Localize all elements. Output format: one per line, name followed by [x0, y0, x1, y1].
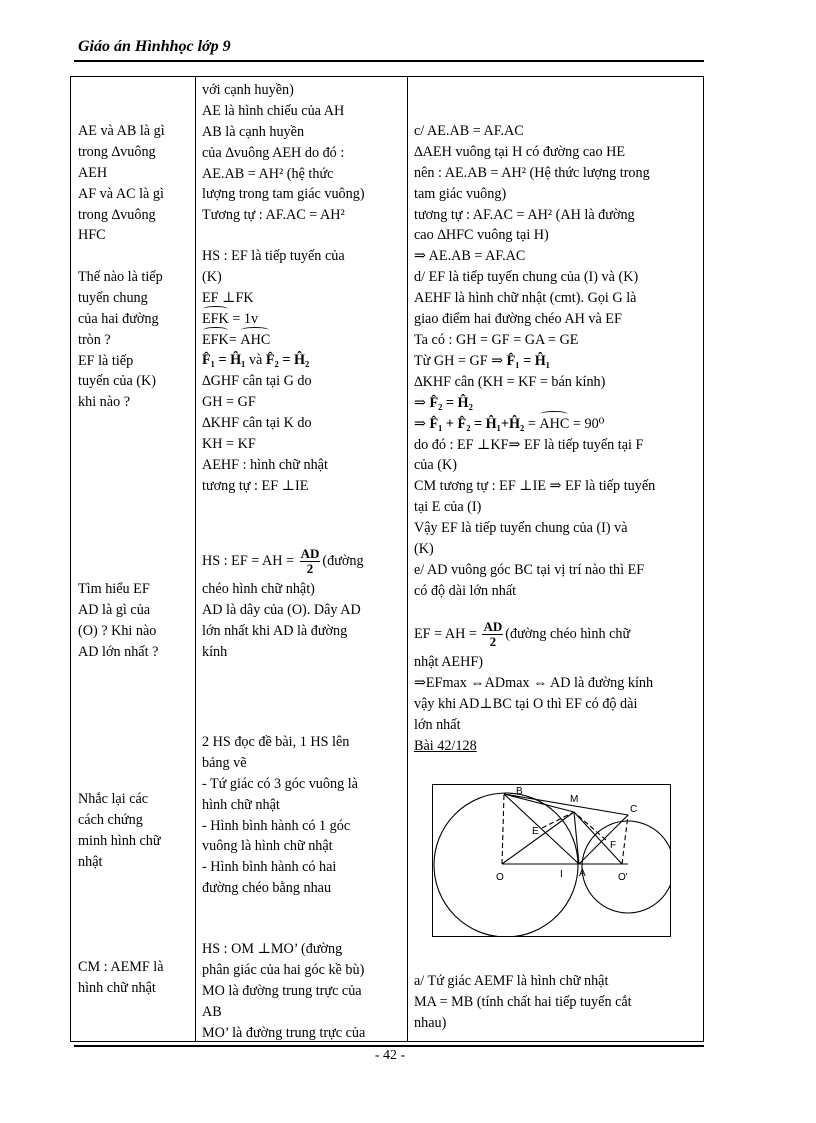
- text-line: minh hình chữ: [78, 832, 161, 849]
- text-line: ⇒ AE.AB = AF.AC: [414, 248, 526, 265]
- col1-block-2: [78, 267, 163, 413]
- text-line: trong ∆vuông: [78, 143, 156, 160]
- text-line: bảng vẽ: [202, 754, 247, 771]
- text-line: AB: [202, 1003, 222, 1020]
- text-line: c/ AE.AB = AF.AC: [414, 123, 524, 139]
- footer-rule: [74, 1045, 704, 1047]
- arc-ahc: AHC: [539, 414, 569, 435]
- text-line: trong ∆vuông: [78, 206, 156, 223]
- text-line: tuyến chung: [78, 289, 148, 306]
- text-line: AE.AB = AH² (hệ thức: [202, 165, 334, 182]
- header-rule: [74, 60, 704, 62]
- label-c: C: [630, 804, 638, 815]
- col3-block-2: Từ GH = GF ⇒ F̂₁ = Ĥ₁ ∆KHF cân (KH = KF = bán kính) ⇒ F̂₂ = Ĥ₂ ⇒ F̂₁ + F̂₂ = Ĥ₁+Ĥ₂ = AHC = 90⁰ do đó : EF ⊥KF⇒ EF là tiếp tuyến tại F của (K) CM tương tự : EF ⊥IE ⇒ EF là tiếp tuyến tại E của (I) Vậy EF là tiếp tuyến chung của (I) và (K) e/ AD vuông góc BC tại vị trí nào thì EF có độ dài lớn nhất: [414, 351, 655, 602]
- text-line: đường chéo bằng nhau: [202, 880, 332, 897]
- text-line: AD là gì của: [78, 601, 151, 618]
- text-line: EF là tiếp: [78, 352, 134, 369]
- text-line: của ∆vuông AEH do đó :: [202, 144, 345, 161]
- segment-ma: [574, 812, 579, 864]
- text-line: a/ Tứ giác AEMF là hình chữ nhật: [414, 973, 609, 989]
- fraction-ad-over-2: $\frac{AD}{2}$: [300, 546, 320, 577]
- exercise-title: Bài 42/128: [414, 737, 477, 754]
- text-line: Thế nào là tiếp: [78, 269, 163, 285]
- label-i: I: [560, 869, 563, 880]
- column-divider-2: [407, 77, 408, 1041]
- label-m: M: [570, 794, 579, 805]
- text-line: MO là đường trung trực của: [202, 982, 362, 999]
- text-line: nhau): [414, 1014, 447, 1031]
- page-header: Giáo án Hìnhhọc lớp 9: [78, 38, 231, 55]
- fraction-ad-over-2: $\frac{AD}{2}$: [483, 619, 503, 650]
- text-line: Tìm hiểu EF: [78, 581, 150, 597]
- text-line: nhật: [78, 853, 103, 870]
- col3-block-4: [414, 971, 632, 1034]
- text-line: AB là cạnh huyền: [202, 123, 305, 140]
- radius-ob: [502, 794, 504, 864]
- text-line: CM tương tự : EF ⊥IE ⇒ EF là tiếp tuyến: [414, 478, 656, 495]
- label-b: B: [516, 786, 523, 797]
- page-number: - 42 -: [374, 1048, 406, 1063]
- col1-block-3: [78, 579, 158, 663]
- col1-block-4: [78, 789, 161, 873]
- text-line: (O) ? Khi nào: [78, 622, 157, 639]
- text-line: tuyến của (K): [78, 373, 156, 390]
- arc-efk: EFK: [202, 330, 229, 351]
- text-line: tròn ?: [78, 331, 111, 348]
- text-line: giao điểm hai đường chéo AH và EF: [414, 311, 622, 328]
- text-line: của hai đường: [78, 310, 159, 327]
- text-line: e/ AD vuông góc BC tại vị trí nào thì EF: [414, 561, 645, 578]
- text-line: nên : AE.AB = AH² (Hệ thức lượng trong: [414, 164, 650, 181]
- text-line: vuông là hình chữ nhật: [202, 838, 333, 855]
- segment-bm: [504, 794, 574, 812]
- text-line: - Hình bình hành có 1 góc: [202, 817, 351, 834]
- text-line: ∆AEH vuông tại H có đường cao HE: [414, 143, 626, 160]
- col1-block-5: [78, 957, 164, 999]
- text-line: lớn nhất khi AD là đường: [202, 622, 348, 639]
- arc-efk: EFK: [202, 309, 229, 330]
- text-line: lượng trong tam giác vuông): [202, 186, 365, 203]
- geometry-figure: [432, 784, 671, 937]
- text-line: Vậy EF là tiếp tuyến chung của (I) và: [414, 520, 628, 537]
- text-line: tam giác vuông): [414, 185, 507, 202]
- segment-em: [542, 812, 574, 828]
- col2-block-4: [202, 732, 358, 899]
- text-line: cách chứng: [78, 811, 143, 828]
- col2-block-2: HS : EF là tiếp tuyến của (K) EF ⊥FK EFK = 1v EFK= AHC F̂₁ = Ĥ₁ và F̂₂ = Ĥ₂ ∆GHF cân tại G do GH = GF ∆KHF cân tại K do KH = KF AEHF : hình chữ nhật tương tự : EF ⊥IE: [202, 248, 345, 494]
- segment-om: [502, 812, 574, 864]
- text-line: - Tứ giác có 3 góc vuông là: [202, 775, 358, 792]
- text-line: Nhắc lại các: [78, 791, 149, 807]
- text-line: kính: [202, 643, 228, 660]
- text-line: CM : AEMF là: [78, 959, 164, 975]
- column-divider-1: [195, 77, 196, 1041]
- col3-block-3: EF = AH = $\frac{AD}{2}$ (đường chéo hình chữ nhật AEHF) ⇒EFmax ⇔ADmax ⇔ AD là đường kính vậy khi AD⊥BC tại O thì EF có độ dài lớn nhất Bài 42/128: [414, 616, 653, 756]
- text-line: MO’ là đường trung trực của: [202, 1024, 366, 1041]
- col2-block-3: HS : EF = AH = $\frac{AD}{2}$ (đường chéo hình chữ nhật) AD là dây của (O). Dây AD lớn nhất khi AD là đường kính: [202, 543, 364, 663]
- col2-block-1: [202, 80, 365, 226]
- text-line: khi nào ?: [78, 394, 131, 411]
- radius-o-prime-c: [622, 815, 628, 864]
- text-line: tương tự : AF.AC = AH² (AH là đường: [414, 206, 635, 223]
- label-o: O: [496, 872, 504, 883]
- col2-block-5: [202, 939, 365, 1043]
- segment-mo-prime: [574, 812, 622, 864]
- label-f: F: [610, 840, 617, 851]
- text-line: tại E của (I): [414, 499, 482, 516]
- text-line: AE và AB là gì: [78, 123, 165, 139]
- text-line: Ta có : GH = GF = GA = GE: [414, 331, 579, 348]
- text-line: HS : OM ⊥MO’ (đường: [202, 941, 343, 957]
- text-line: AD là dây của (O). Dây AD: [202, 601, 361, 618]
- text-line: với cạnh huyền): [202, 82, 294, 98]
- text-line: cao ∆HFC vuông tại H): [414, 227, 549, 244]
- circle-o: [434, 793, 578, 937]
- text-line: chéo hình chữ nhật): [202, 581, 315, 597]
- text-line: AF và AC là gì: [78, 185, 164, 202]
- text-line: - Hình bình hành có hai: [202, 859, 337, 876]
- text-line: HFC: [78, 227, 106, 244]
- text-line: AD lớn nhất ?: [78, 643, 159, 660]
- col3-block-1: [414, 121, 650, 351]
- text-line: MA = MB (tính chất hai tiếp tuyến cắt: [414, 993, 632, 1010]
- text-line: AEHF là hình chữ nhật (cmt). Gọi G là: [414, 290, 637, 307]
- arc-ahc: AHC: [240, 330, 270, 351]
- text-line: (K): [414, 541, 434, 558]
- text-line: AEH: [78, 164, 108, 181]
- segment-fm: [574, 812, 606, 840]
- label-o-prime: O': [618, 872, 628, 883]
- text-line: Tương tự : AF.AC = AH²: [202, 207, 345, 224]
- label-e: E: [532, 826, 539, 837]
- col1-block-1: [78, 121, 165, 246]
- text-line: có độ dài lớn nhất: [414, 582, 517, 599]
- text-line: do đó : EF ⊥KF⇒ EF là tiếp tuyến tại F: [414, 436, 644, 453]
- text-line: AE là hình chiếu của AH: [202, 102, 345, 119]
- text-line: phân giác của hai góc kề bù): [202, 961, 365, 978]
- label-a: A: [579, 868, 586, 879]
- text-line: hình chữ nhật: [202, 796, 280, 813]
- text-line: của (K): [414, 457, 457, 474]
- text-line: 2 HS đọc đề bài, 1 HS lên: [202, 734, 350, 750]
- text-line: d/ EF là tiếp tuyến chung của (I) và (K): [414, 269, 639, 286]
- text-line: hình chữ nhật: [78, 979, 156, 996]
